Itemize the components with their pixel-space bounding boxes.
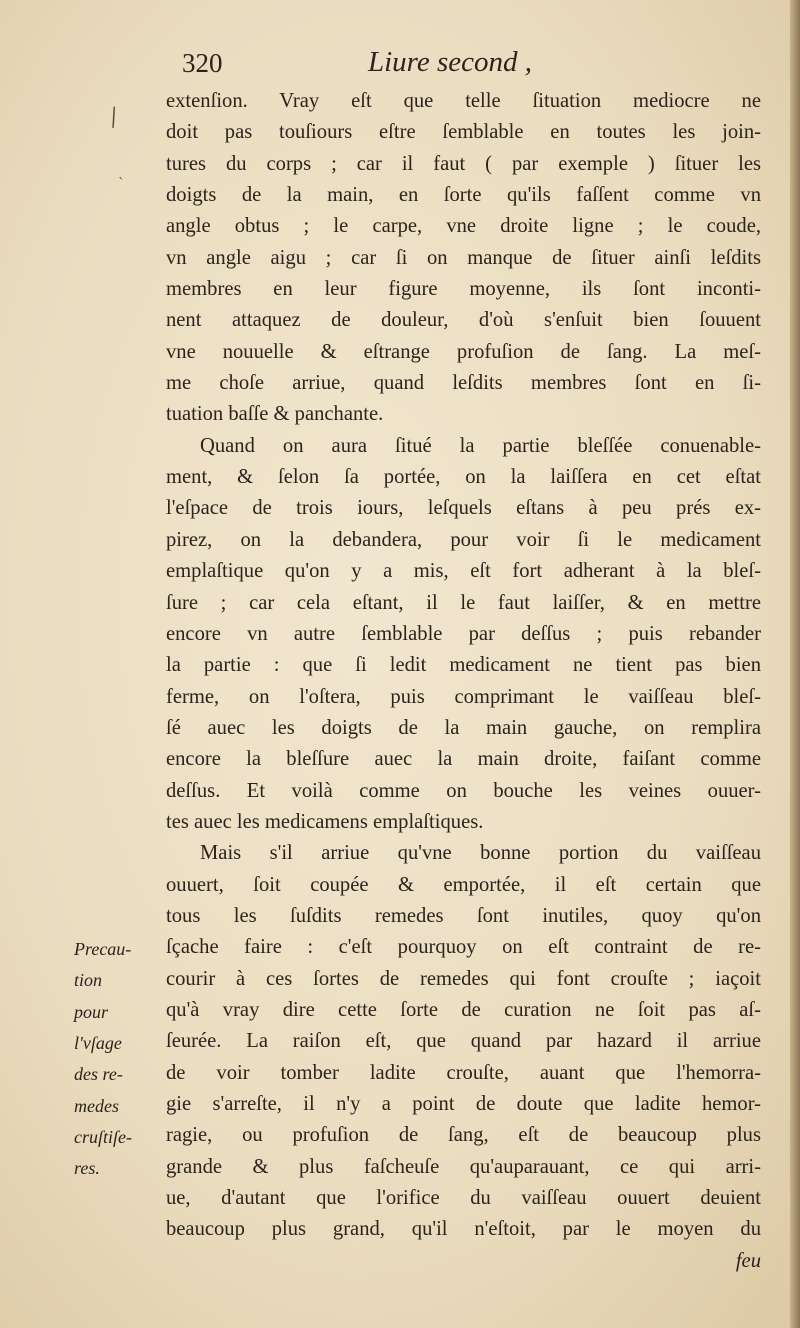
text-line: tous les ſuſdits remedes ſont inutiles, quoy qu'on	[166, 904, 761, 927]
text-line: tes auec les medicamens emplaſtiques.	[166, 810, 484, 833]
running-title: Liure second ,	[368, 46, 533, 78]
margin-note-line: pour	[74, 1001, 109, 1022]
page-number: 320	[182, 48, 223, 78]
text-line: tuation baſſe & panchante.	[166, 403, 384, 426]
text-line: ſeurée. La raiſon eſt, que quand par hazard il arriue	[166, 1030, 761, 1053]
margin-note-line: l'vſage	[74, 1033, 122, 1054]
text-line: qu'à vray dire cette ſorte de curation ne ſoit pas aſ-	[166, 998, 761, 1021]
text-line: l'eſpace de trois iours, leſquels eſtans à peu prés ex-	[166, 497, 761, 520]
text-line: ue, d'autant que l'orifice du vaiſſeau ouuert deuient	[166, 1187, 761, 1210]
catchword: feu	[735, 1249, 761, 1272]
text-line: de voir tomber ladite crouſte, auant que l'hemorra-	[166, 1061, 761, 1084]
text-line: gie s'arreſte, il n'y a point de doute que ladite hemor-	[166, 1093, 761, 1115]
text-line: me choſe arriue, quand leſdits membres ſont en ſi-	[166, 372, 761, 395]
text-line: angle obtus ; le carpe, vne droite ligne ; le coude,	[166, 215, 761, 238]
text-line: Quand on aura ſitué la partie bleſſée conuenable-	[200, 434, 761, 457]
text-line: courir à ces ſortes de remedes qui font crouſte ; iaçoit	[166, 967, 761, 990]
ink-stroke-mark: ⁄	[105, 104, 123, 132]
text-line: ouuert, ſoit coupée & emportée, il eſt certain que	[166, 873, 761, 896]
text-line: ſçache faire : c'eſt pourquoy on eſt contraint de re-	[166, 936, 761, 959]
text-line: vne nouuelle & eſtrange profuſion de ſang. La meſ-	[166, 340, 761, 363]
text-line: membres en leur figure moyenne, ils ſont inconti-	[166, 278, 761, 301]
ink-dot-mark: ˋ	[118, 176, 125, 192]
text-line: ferme, on l'oſtera, puis comprimant le vaiſſeau bleſ-	[166, 685, 761, 708]
page-header	[182, 44, 582, 84]
text-line: vn angle aigu ; car ſi on manque de ſituer ainſi leſdits	[166, 246, 761, 269]
margin-note-line: Precau-	[74, 939, 132, 959]
text-line: deſſus. Et voilà comme on bouche les veines ouuer-	[166, 779, 761, 802]
text-line: ſé auec les doigts de la main gauche, on remplira	[166, 716, 761, 739]
text-line: ſure ; car cela eſtant, il le faut laiſſer, & en mettre	[166, 591, 761, 614]
text-line: Mais s'il arriue qu'vne bonne portion du vaiſſeau	[200, 842, 761, 865]
page-edge-shadow	[790, 0, 800, 1328]
margin-note-line: medes	[74, 1095, 119, 1116]
text-line: nent attaquez de douleur, d'où s'enſuit bien ſouuent	[166, 309, 761, 332]
margin-note-line: cruſtiſe-	[74, 1127, 132, 1148]
text-line: tures du corps ; car il faut ( par exemple ) ſituer les	[166, 152, 761, 175]
text-line: grande & plus faſcheuſe qu'auparauant, ce qui arri-	[166, 1155, 761, 1178]
margin-note-line: tion	[74, 970, 103, 991]
text-line: pirez, on la debandera, pour voir ſi le medicament	[166, 528, 761, 551]
body-text	[166, 86, 761, 1277]
margin-note-line: res.	[74, 1158, 100, 1179]
text-line: doigts de la main, en ſorte qu'ils faſſent comme vn	[166, 184, 761, 207]
text-line: emplaſtique qu'on y a mis, eſt fort adherant à la bleſ-	[166, 560, 761, 583]
margin-note	[74, 934, 160, 1185]
text-line: ment, & ſelon ſa portée, on la laiſſera en cet eſtat	[166, 466, 761, 489]
text-line: la partie : que ſi ledit medicament ne tient pas bien	[166, 654, 761, 677]
text-line: encore la bleſſure auec la main droite, faiſant comme	[166, 748, 761, 771]
margin-note-line: des re-	[74, 1064, 123, 1085]
text-line: doit pas touſiours eſtre ſemblable en toutes les join-	[166, 121, 761, 144]
text-line: ragie, ou profuſion de ſang, eſt de beaucoup plus	[166, 1124, 761, 1147]
text-line: encore vn autre ſemblable par deſſus ; puis rebander	[166, 622, 761, 645]
text-line: extenſion. Vray eſt que telle ſituation mediocre ne	[166, 90, 761, 112]
text-line: beaucoup plus grand, qu'il n'eſtoit, par le moyen du	[166, 1218, 761, 1241]
